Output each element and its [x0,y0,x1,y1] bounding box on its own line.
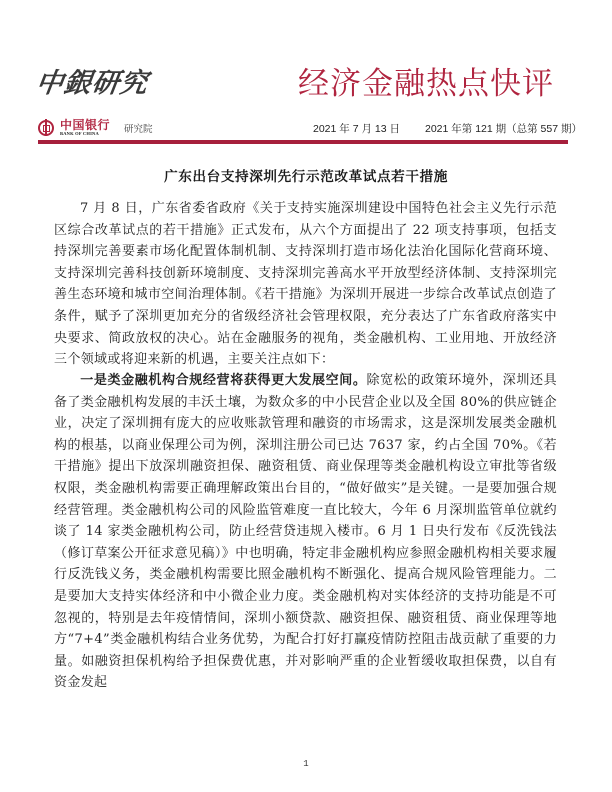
article-title: 广东出台支持深圳先行示范改革试点若干措施 [164,169,448,185]
paragraph-lead-heading: 一是类金融机构合规经营将获得更大发展空间。 [80,373,367,388]
publication-date: 2021 年 7 月 13 日 [313,123,400,135]
page-number: 1 [303,759,309,769]
boc-name-cn: 中国银行 [60,118,111,133]
article-paragraph-point-one [54,370,557,694]
boc-wordmark [60,119,110,137]
report-series-title: 经济金融热点快评 [298,66,554,102]
bank-of-china-logo [38,116,153,140]
article-paragraph-intro [54,198,557,371]
boc-emblem-icon [38,120,54,136]
boc-research-calligraphy-logo: 中銀研究 [33,68,151,99]
boc-name-en: BANK OF CHINA [60,131,99,137]
institute-label: 研究院 [124,124,153,135]
paragraph-text: 7 月 8 日，广东省委省政府《关于支持实施深圳建设中国特色社会主义先行示范区综合改革试点的若干措施》正式发布，从六个方面提出了 22 项支持事项，包括支持深圳完善要素市场化配置体制机制、支持深圳打造市场化法治化国际化营商环境、支持深圳完善科技创新环境制度、支持深圳完善高水平开放型经济体制、支持深圳完善生态环境和城市空间治理体制。《若干措施》为深圳开展进一步综合改革试点创造了条件，赋予了深圳更加充分的省级经济社会管理权限，充分表达了广东省政府落实中央要求、简政放权的决心。站在金融服务的视角，类金融机构、工业用地、开放经济三个领域或将迎来新的机遇，主要关注点如下： [54,201,557,368]
issue-number: 2021 年第 121 期（总第 557 期） [425,123,582,135]
header-divider [38,140,568,144]
paragraph-text: 除宽松的政策环境外，深圳还具备了类金融机构发展的丰沃土壤，为数众多的中小民营企业以及全国 80%的供应链企业，决定了深圳拥有庞大的应收账款管理和融资的市场需求，这是深圳发展类金融机构的根基，以商业保理公司为例，深圳注册公司已达 7637 家，约占全国 70%。《若干措施》提出下放深圳融资担保、融资租赁、商业保理等类金融机构设立审批等省级权限，类金融机构需要正确理解政策出台目的，“做好做实”是关键。一是要加强合规经营管理。类金融机构公司的风险监管难度一直比较大，今年 6 月深圳监管单位就约谈了 14 家类金融机构公司，防止经营贷违规入楼市。6 月 1 日央行发布《反洗钱法（修订草案公开征求意见稿）》中也明确，特定非金融机构应参照金融机构相关要求履行反洗钱义务，类金融机构需要比照金融机构不断强化、提高合规风险管理能力。二是要加大支持实体经济和中小微企业力度。类金融机构对实体经济的支持功能是不可忽视的，特别是去年疫情情间，深圳小额贷款、融资担保、融资租赁、商业保理等地方“7+4”类金融机构结合业务优势，为配合打好打赢疫情防控阻击战贡献了重要的力量。如融资担保机构给予担保费优惠，并对影响严重的企业暂缓收取担保费，以自有资金发起 [54,373,558,691]
